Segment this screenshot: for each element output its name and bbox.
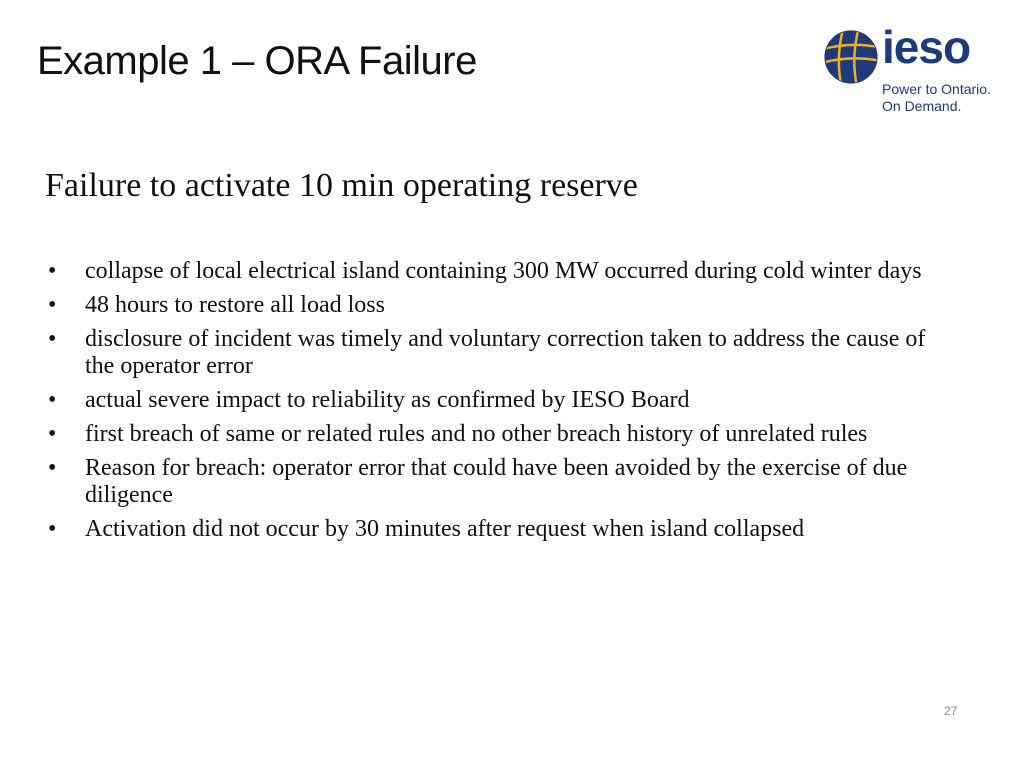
bullet-text: collapse of local electrical island containing 300 MW occurred during cold winter days — [85, 258, 922, 284]
bullet-text: Reason for breach: operator error that could have been avoided by the exercise of due diligence — [85, 455, 908, 508]
bullet-item — [48, 421, 948, 448]
bullet-text: actual severe impact to reliability as confirmed by IESO Board — [85, 387, 690, 413]
page-number: 27 — [944, 704, 958, 718]
bullet-item — [48, 292, 948, 319]
slide-title: Example 1 – ORA Failure — [37, 39, 477, 83]
bullet-marker: • — [48, 292, 57, 318]
bullet-list — [48, 258, 948, 550]
bullet-text: Activation did not occur by 30 minutes after request when island collapsed — [85, 516, 805, 542]
logo-tagline — [882, 81, 991, 115]
bullet-item — [48, 258, 948, 285]
globe-icon — [822, 28, 880, 86]
bullet-item — [48, 455, 948, 509]
ieso-logo — [818, 21, 1018, 124]
bullet-marker: • — [48, 455, 57, 481]
slide-subtitle: Failure to activate 10 min operating reserve — [45, 167, 638, 204]
logo-wordmark: ieso — [882, 21, 971, 73]
bullet-item — [48, 387, 948, 414]
bullet-item — [48, 326, 948, 380]
bullet-text: first breach of same or related rules and no other breach history of unrelated rules — [85, 421, 868, 447]
bullet-item — [48, 516, 948, 543]
bullet-marker: • — [48, 516, 57, 542]
bullet-marker: • — [48, 258, 57, 284]
bullet-text: 48 hours to restore all load loss — [85, 292, 385, 318]
bullet-marker: • — [48, 387, 57, 413]
bullet-marker: • — [48, 421, 57, 447]
logo-tagline-line2: On Demand. — [882, 98, 962, 114]
bullet-marker: • — [48, 326, 57, 352]
bullet-text: disclosure of incident was timely and voluntary correction taken to address the cause of the operator error — [85, 326, 926, 379]
logo-tagline-line1: Power to Ontario. — [882, 81, 991, 97]
